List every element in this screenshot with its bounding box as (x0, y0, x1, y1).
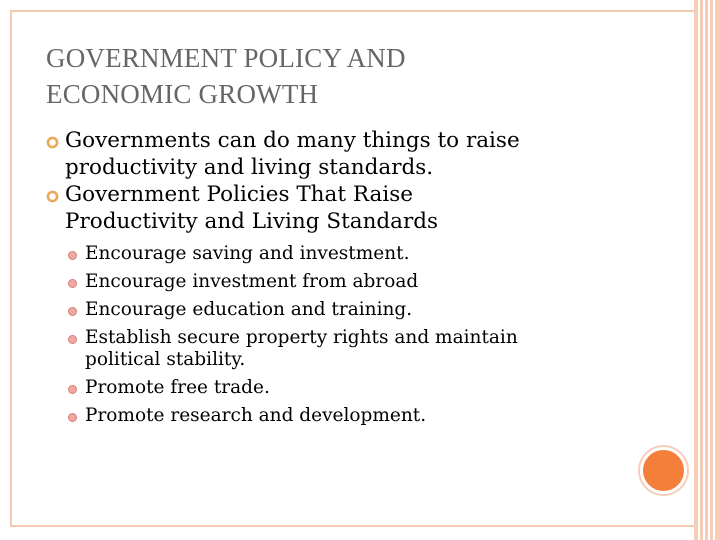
ring-bullet-icon (46, 136, 59, 149)
dot-bullet-icon (68, 251, 77, 260)
sub-bullet-text: Encourage investment from abroad (85, 271, 419, 292)
bullet-item (46, 127, 666, 181)
dot-bullet-icon (68, 385, 77, 394)
dot-bullet-icon (68, 279, 77, 288)
ring-bullet-icon (46, 190, 59, 203)
sub-bullet-item (46, 405, 666, 427)
band-stripe (713, 0, 715, 540)
dot-bullet-icon (68, 413, 77, 422)
sub-bullet-item (46, 327, 666, 371)
sub-bullet-item (46, 243, 666, 265)
sub-bullet-text: Promote research and development. (85, 405, 427, 426)
sub-bullet-text: Encourage education and training. (85, 299, 413, 320)
band-stripe (703, 0, 705, 540)
bullet-item (46, 181, 666, 235)
band-stripe (698, 0, 700, 540)
decorative-circle-icon (640, 447, 687, 494)
sub-bullet-text: political stability. (85, 349, 246, 370)
sub-bullet-list (46, 243, 666, 427)
bullet-text-line: Productivity and Living Standards (65, 209, 439, 234)
slide-title-line-2: ECONOMIC GROWTH (46, 79, 319, 109)
slide-title-line-1: GOVERNMENT POLICY AND (46, 43, 406, 73)
dot-bullet-icon (68, 307, 77, 316)
slide-title (46, 40, 646, 112)
sub-bullet-text: Encourage saving and investment. (85, 243, 410, 264)
sub-bullet-text: Establish secure property rights and maintain (85, 327, 518, 348)
sub-bullet-text: Promote free trade. (85, 377, 270, 398)
sub-bullet-item (46, 299, 666, 321)
band-stripe (708, 0, 710, 540)
bullet-text-line: productivity and living standards. (65, 155, 434, 180)
sub-bullet-item (46, 377, 666, 399)
dot-bullet-icon (68, 335, 77, 344)
slide-body (46, 127, 666, 433)
bullet-text-line: Government Policies That Raise (65, 182, 413, 207)
sub-bullet-item (46, 271, 666, 293)
bullet-text-line: Governments can do many things to raise (65, 128, 520, 153)
